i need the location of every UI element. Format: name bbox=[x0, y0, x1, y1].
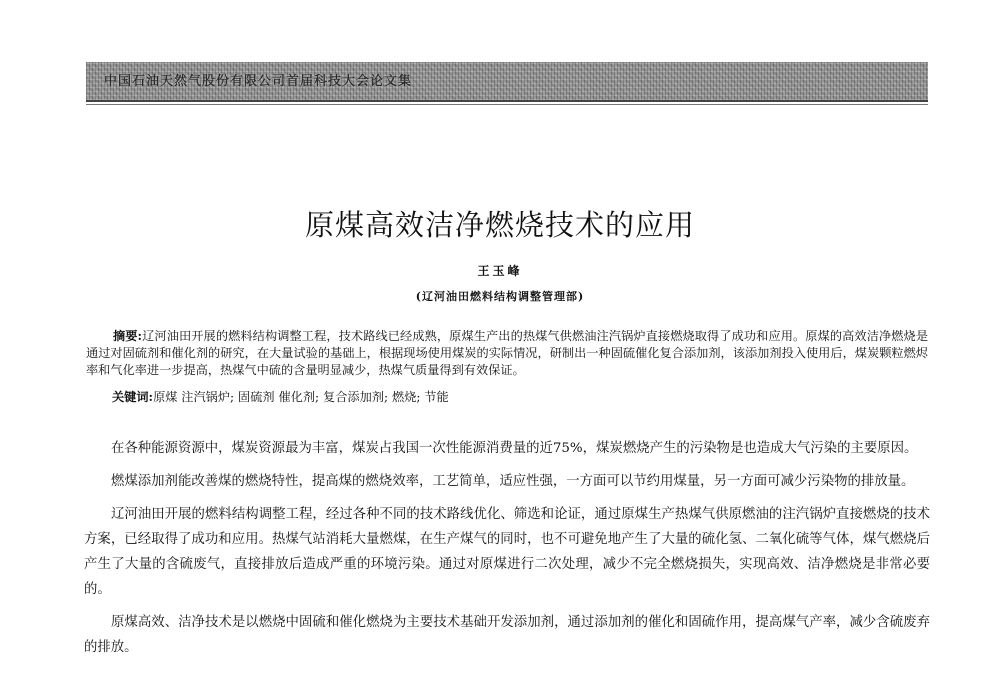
body-paragraph: 燃煤添加剂能改善煤的燃烧特性，提高煤的燃烧效率，工艺简单，适应性强，一方面可以节约用煤量，另一方面可减少污染物的排放量。 bbox=[111, 474, 915, 489]
abstract bbox=[86, 328, 928, 380]
header-divider bbox=[86, 104, 928, 105]
header-banner bbox=[86, 62, 928, 102]
keywords-text: 原煤 注汽锅炉; 固硫剂 催化剂; 复合添加剂; 燃烧; 节能 bbox=[153, 390, 449, 404]
keywords bbox=[112, 389, 932, 406]
body-text bbox=[84, 436, 930, 668]
paper-title: 原煤高效洁净燃烧技术的应用 bbox=[304, 208, 695, 242]
body-paragraph: 在各种能源资源中，煤炭资源最为丰富，煤炭占我国一次性能源消费量的近75%，煤炭燃烧产生的污染物是也造成大气污染的主要原因。 bbox=[111, 441, 918, 456]
keywords-label: 关键词: bbox=[112, 390, 154, 404]
body-paragraph: 原煤高效、洁净技术是以燃烧中固硫和催化燃烧为主要技术基础开发添加剂，通过添加剂的催化和固硫作用，提高煤气产率，减少含硫废弃的排放。 bbox=[84, 615, 930, 655]
abstract-text: 辽河油田开展的燃料结构调整工程，技术路线已经成熟，原煤生产出的热煤气供燃油注汽锅炉直接燃烧取得了成功和应用。原煤的高效洁净燃烧是通过对固硫剂和催化剂的研究，在大量试验的基础上，根据现场使用煤炭的实际情况，研制出一种固硫催化复合添加剂，该添加剂投入使用后，煤炭颗粒燃烬率和气化率进一步提高，热煤气中硫的含量明显减少，热煤气质量得到有效保证。 bbox=[86, 329, 929, 378]
abstract-label: 摘要: bbox=[113, 329, 143, 343]
author-affiliation: (辽河油田燃料结构调整管理部) bbox=[415, 290, 585, 303]
banner-title: 中国石油天然气股份有限公司首届科技大会论文集 bbox=[104, 74, 413, 89]
body-paragraph: 辽河油田开展的燃料结构调整工程，经过各种不同的技术路线优化、筛选和论证，通过原煤生产热煤气供原燃油的注汽锅炉直接燃烧的技术方案，已经取得了成功和应用。热煤气站消耗大量燃煤，在生产煤气的同时，也不可避免地产生了大量的硫化氢、二氧化硫等气体，煤气燃烧后产生了大量的含硫废气，直接排放后造成严重的环境污染。通过对原煤进行二次处理，减少不完全燃烧损失，实现高效、洁净燃烧是非常必要的。 bbox=[84, 507, 930, 597]
author-name: 王玉峰 bbox=[477, 264, 523, 278]
